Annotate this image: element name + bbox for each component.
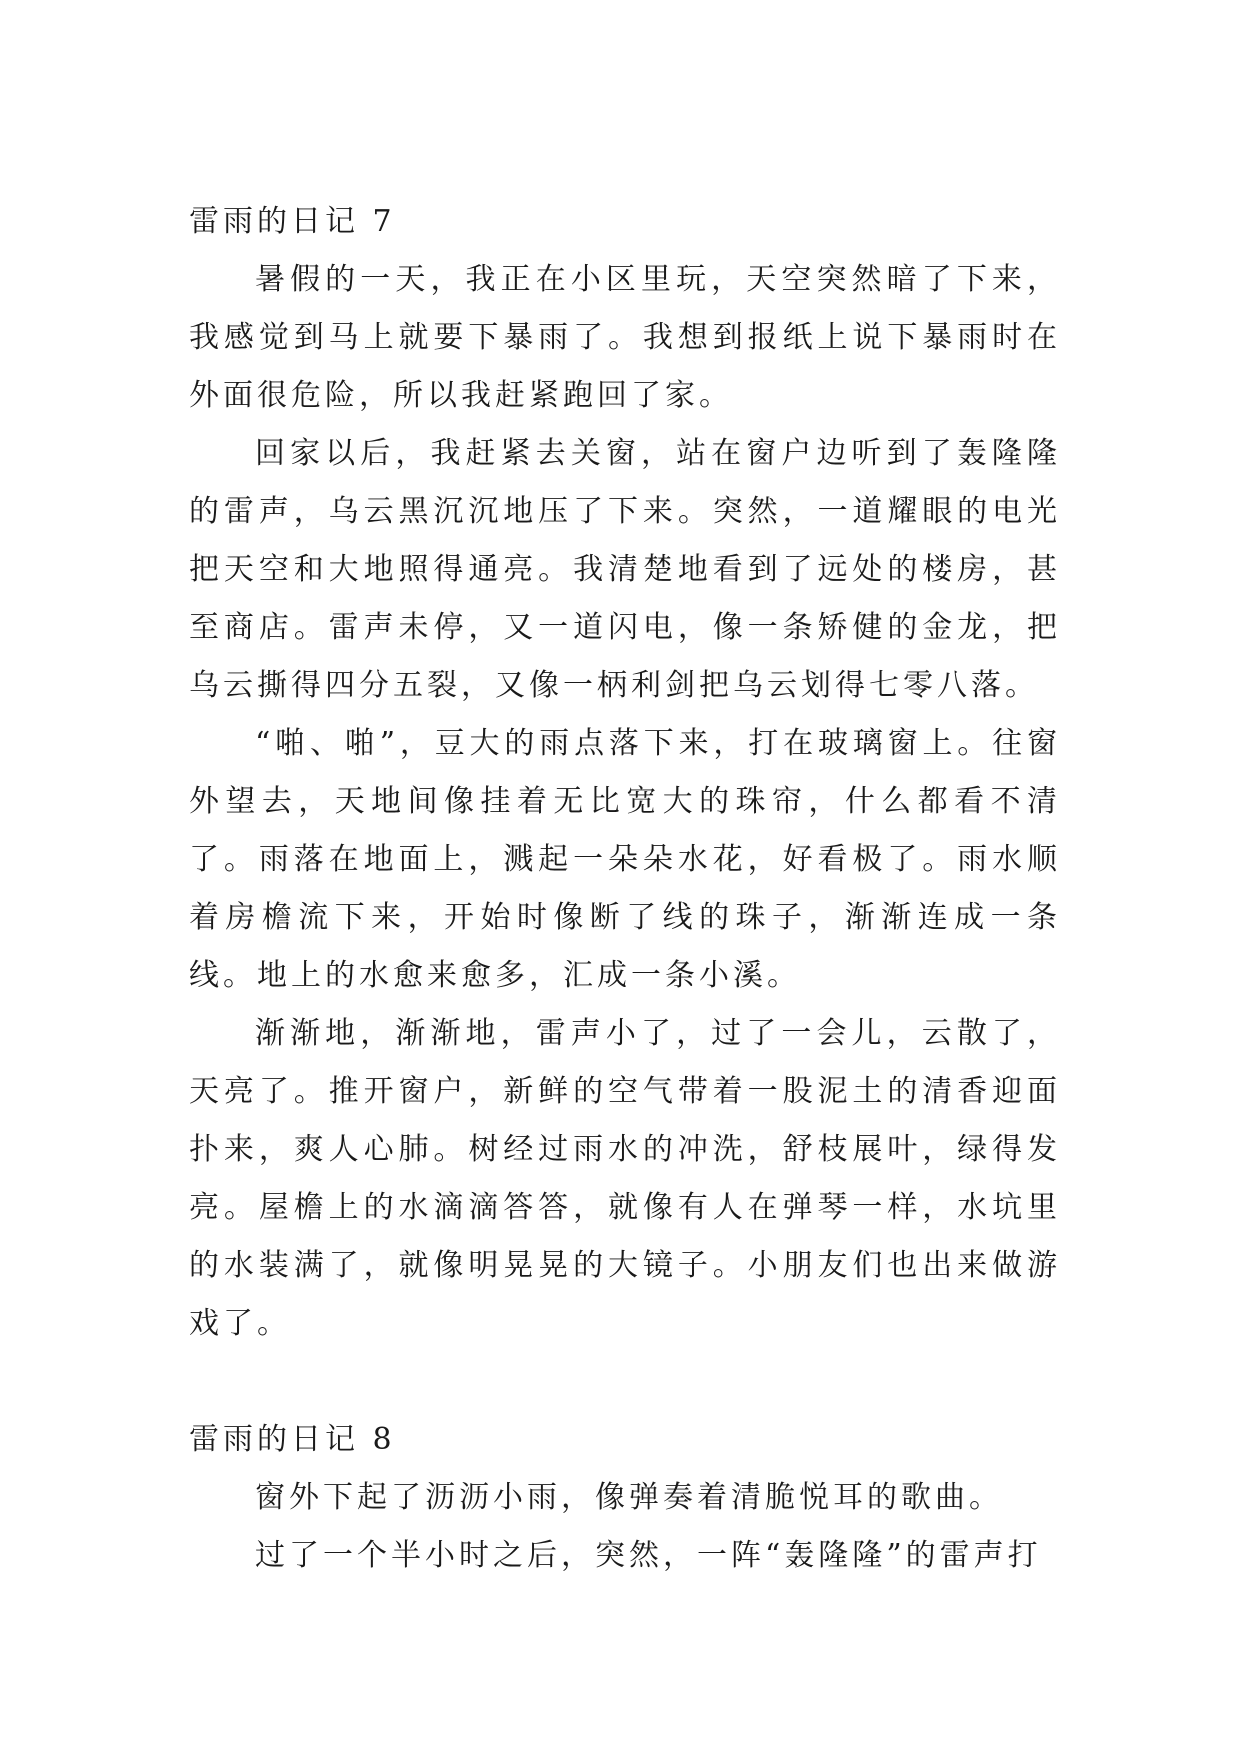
diary-entry-8 [189,1411,1061,1585]
section-spacer [189,1353,1061,1411]
paragraph: 渐渐地，渐渐地，雷声小了，过了一会儿，云散了，天亮了。推开窗户，新鲜的空气带着一股泥土的清香迎面扑来，爽人心肺。树经过雨水的冲洗，舒枝展叶，绿得发亮。屋檐上的水滴滴答答，就像有人在弹琴一样，水坑里的水装满了，就像明晃晃的大镜子。小朋友们也出来做游戏了。 [189,1016,1061,1341]
diary-entry-7 [189,193,1061,1353]
paragraph: 窗外下起了沥沥小雨，像弹奏着清脆悦耳的歌曲。 [255,1480,1003,1515]
document-body [189,193,1061,1585]
section-title: 雷雨的日记 8 [189,1422,396,1457]
paragraph: 暑假的一天，我正在小区里玩，天空突然暗了下来，我感觉到马上就要下暴雨了。我想到报纸上说下暴雨时在外面很危险，所以我赶紧跑回了家。 [189,262,1061,413]
paragraph: 过了一个半小时之后，突然，一阵“轰隆隆”的雷声打 [255,1538,1042,1573]
section-title: 雷雨的日记 7 [189,204,396,239]
paragraph: “啪、啪”，豆大的雨点落下来，打在玻璃窗上。往窗外望去，天地间像挂着无比宽大的珠帘，什么都看不清了。雨落在地面上，溅起一朵朵水花，好看极了。雨水顺着房檐流下来，开始时像断了线的珠子，渐渐连成一条线。地上的水愈来愈多，汇成一条小溪。 [189,726,1061,993]
paragraph: 回家以后，我赶紧去关窗，站在窗户边听到了轰隆隆的雷声，乌云黑沉沉地压了下来。突然，一道耀眼的电光把天空和大地照得通亮。我清楚地看到了远处的楼房，甚至商店。雷声未停，又一道闪电，像一条矫健的金龙，把乌云撕得四分五裂，又像一柄利剑把乌云划得七零八落。 [189,436,1061,703]
